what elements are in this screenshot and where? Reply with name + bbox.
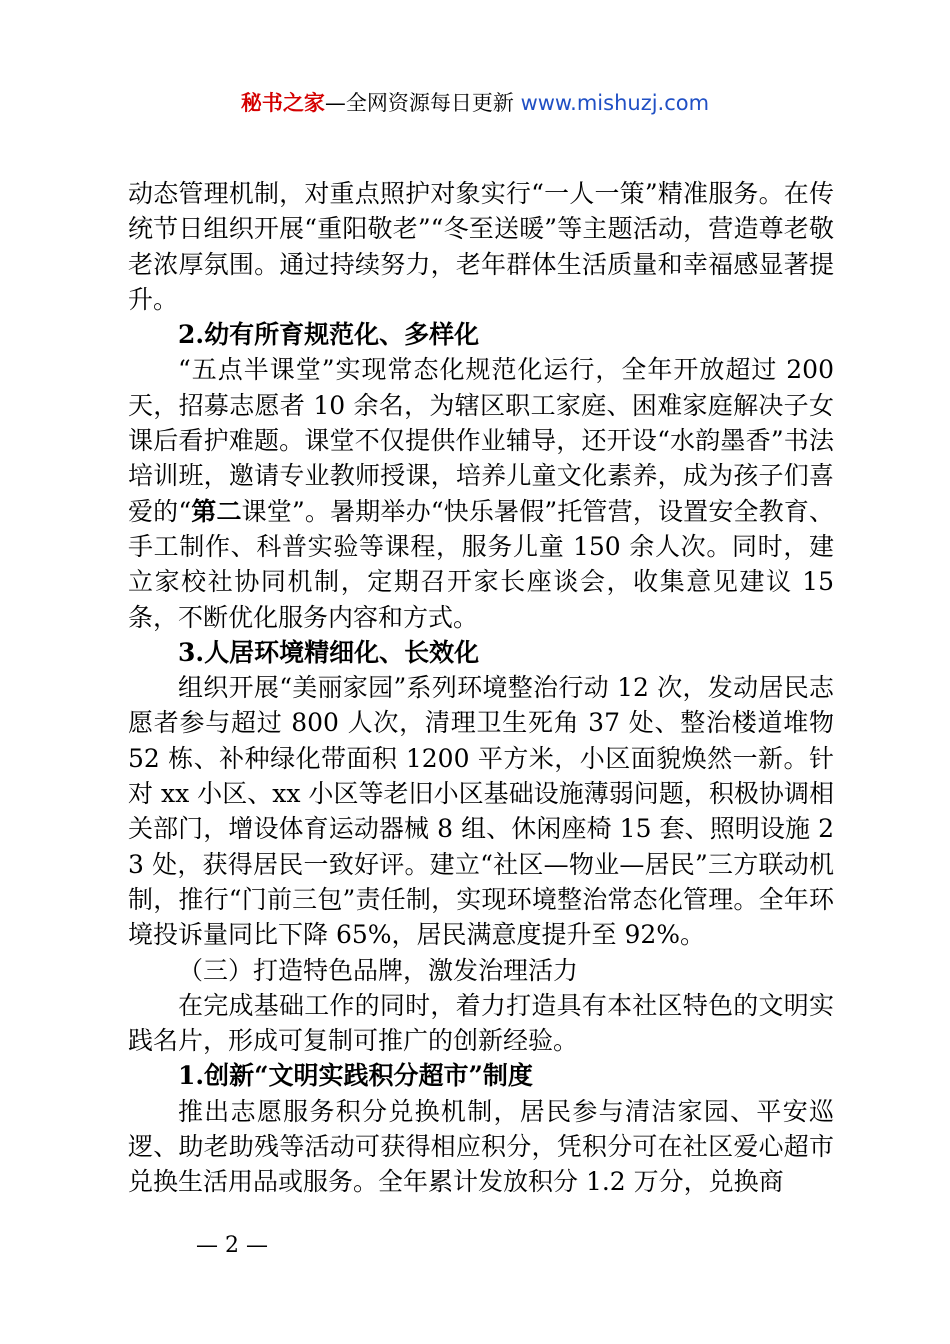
paragraph-childcare-bold: 第二 xyxy=(191,496,242,526)
paragraph-childcare-part1: “五点半课堂”实现常态化规范化运行，全年开放超过 200 天，招募志愿者 10 余名，为辖区职工家庭、困难家庭解决子女课后看护难题。课堂不仅提供作业辅导，还开设“水韵墨香”书法培训班，邀请专业教师授课，培养儿童文化素养，成为孩子们喜爱的“ xyxy=(128,355,834,526)
site-header xyxy=(0,86,950,120)
paragraph-childcare xyxy=(128,352,834,634)
paragraph-childcare-part2: 课堂”。暑期举办“快乐暑假”托管营，设置安全教育、手工制作、科普实验等课程，服务儿童 150 余人次。同时，建立家校社协同机制，定期召开家长座谈会，收集意见建议 15 条，不断优化服务内容和方式。 xyxy=(128,496,834,632)
page-number: — 2 — xyxy=(196,1233,268,1258)
heading-points-supermarket: 1.创新“文明实践积分超市”制度 xyxy=(178,1061,533,1091)
paragraph-points-supermarket: 推出志愿服务积分兑换机制，居民参与清洁家园、平安巡逻、助老助残等活动可获得相应积分，凭积分可在社区爱心超市兑换生活用品或服务。全年累计发放积分 1.2 万分，兑换商 xyxy=(128,1096,834,1197)
paragraph-elderly-care-continued: 动态管理机制，对重点照护对象实行“一人一策”精准服务。在传统节日组织开展“重阳敬老”“冬至送暖”等主题活动，营造尊老敬老浓厚氛围。通过持续努力，老年群体生活质量和幸福感显著提升。 xyxy=(128,179,834,314)
paragraph-living-environment: 组织开展“美丽家园”系列环境整治行动 12 次，发动居民志愿者参与超过 800 人次，清理卫生死角 37 处、整治楼道堆物 52 栋、补种绿化带面积 1200 平方米，小区面貌焕然一新。针对 xx 小区、xx 小区等老旧小区基础设施薄弱问题，积极协调相关部门，增设体育运动器械 8 组、休闲座椅 15 套、照明设施 23 处，获得居民一致好评。建立“社区—物业—居民”三方联动机制，推行“门前三包”责任制，实现环境整治常态化管理。全年环境投诉量同比下降 65%，居民满意度提升至 92%。 xyxy=(128,673,834,950)
site-url[interactable]: www.mishuzj.com xyxy=(520,91,710,115)
document-body xyxy=(128,176,834,1200)
brand-name: 秘书之家 xyxy=(240,91,325,115)
paragraph-brand-intro: 在完成基础工作的同时，着力打造具有本社区特色的文明实践名片，形成可复制可推广的创新经验。 xyxy=(128,990,834,1056)
heading-living-environment: 3.人居环境精细化、长效化 xyxy=(178,637,480,667)
section-heading-brand: （三）打造特色品牌，激发治理活力 xyxy=(178,955,579,985)
heading-childcare: 2.幼有所育规范化、多样化 xyxy=(178,320,480,350)
header-slogan: —全网资源每日更新 xyxy=(324,91,521,115)
